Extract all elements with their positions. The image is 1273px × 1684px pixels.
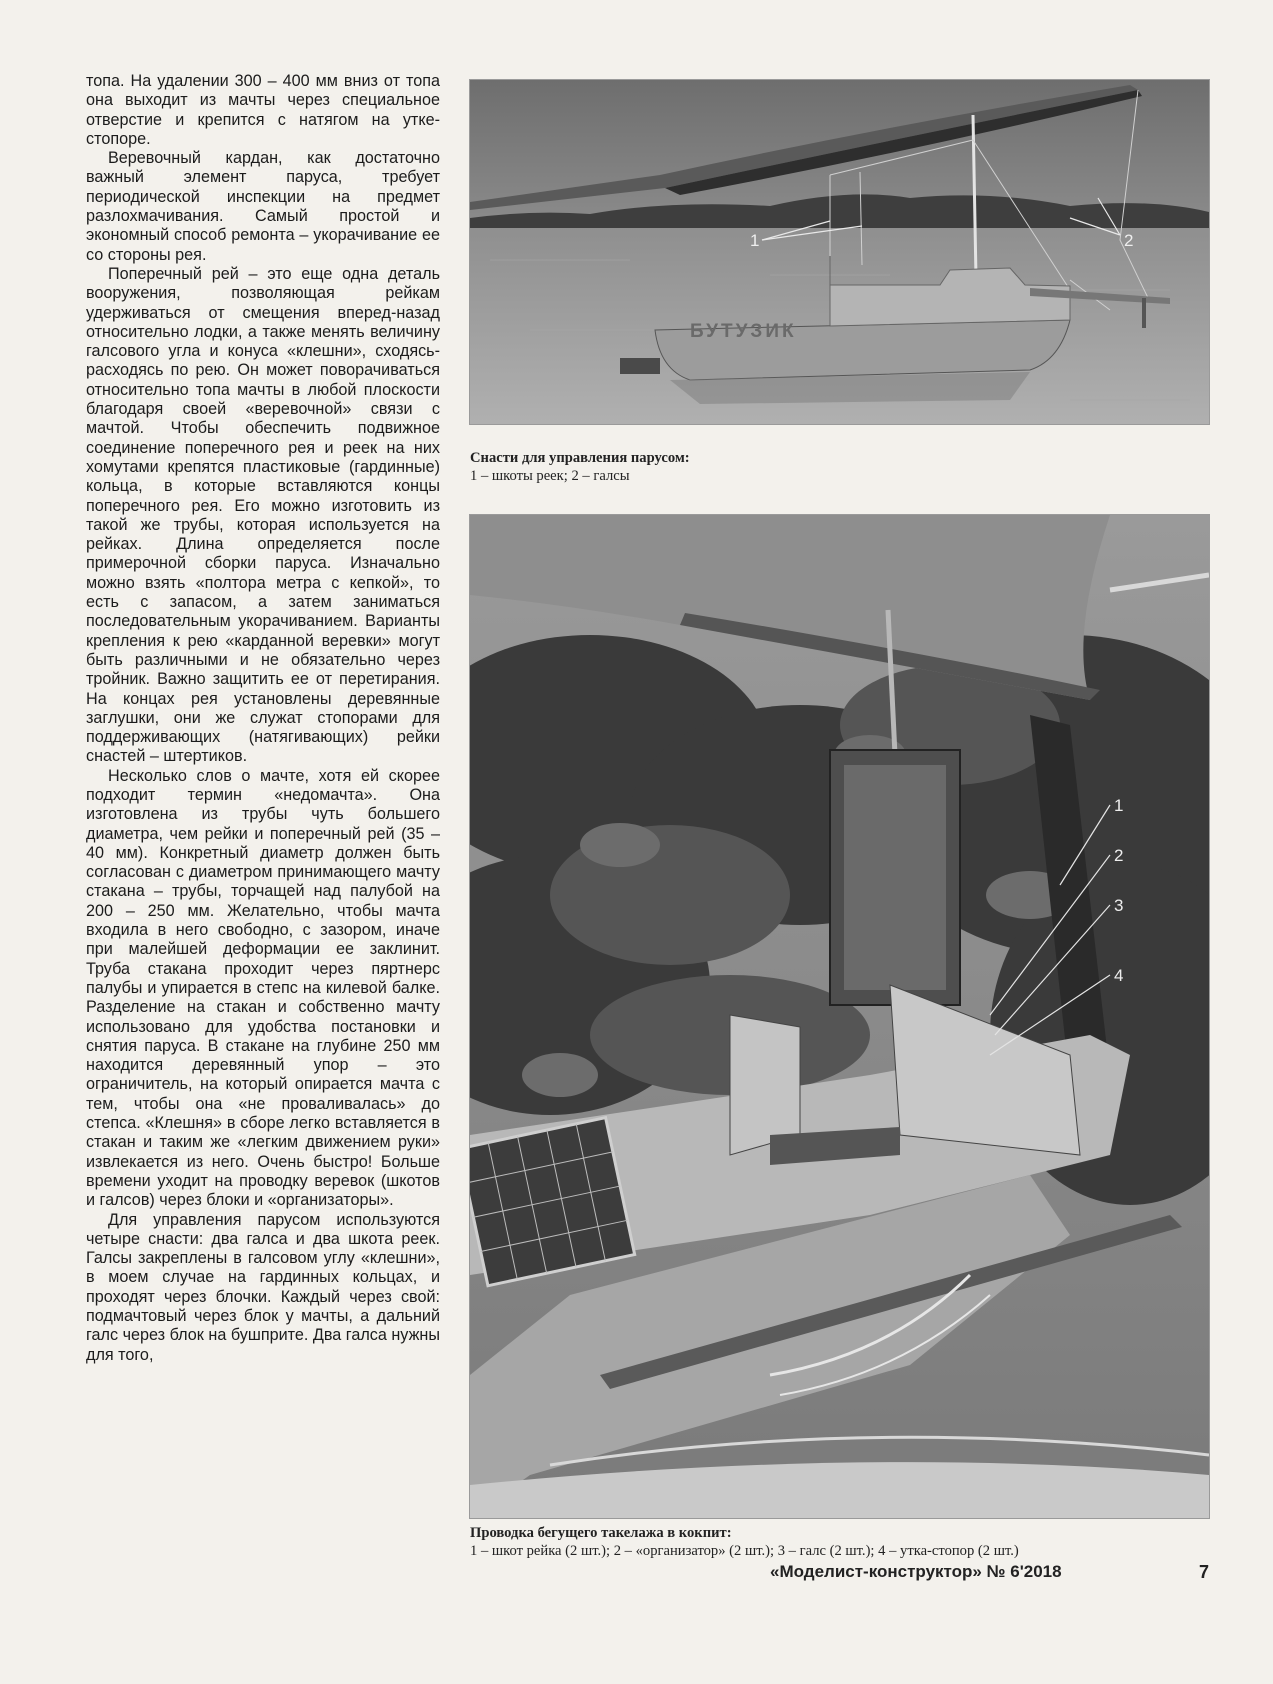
caption-bottom-text: 1 – шкот рейка (2 шт.); 2 – «организатор» (2 шт.); 3 – галс (2 шт.); 4 – утка-стопор (2 шт.) bbox=[470, 1543, 1019, 1559]
article-paragraph: топа. На удалении 300 – 400 мм вниз от топа она выходит из мачты через специальное отверстие и крепится с натягом на утке-стопоре. bbox=[86, 72, 440, 148]
article-paragraph: Для управления парусом используются четыре снасти: два галса и два шкота реек. Галсы закреплены в галсовом углу «клешни», в моем случае на гардинных кольцах, и проходят через блочки. Каждый через свой: подмачтовый через блок у мачты, а дальний галс через блок на бушприте. Два галса нужны для того, bbox=[86, 1210, 440, 1364]
callout-3-tack: 3 bbox=[1114, 896, 1124, 915]
article-paragraph: Веревочный кардан, как достаточно важный элемент паруса, требует периодической инспекции на предмет разлохмачивания. Самый простой и экономный способ ремонта – укорачивание ее со стороны рея. bbox=[86, 149, 440, 264]
callout-2-organizer: 2 bbox=[1114, 846, 1124, 865]
caption-top-text: 1 – шкоты реек; 2 – галсы bbox=[470, 468, 630, 484]
callout-4-cleat: 4 bbox=[1114, 966, 1124, 985]
article-text-column bbox=[86, 72, 440, 1365]
caption-top-photo bbox=[470, 449, 1210, 485]
article-paragraph: Несколько слов о мачте, хотя ей скорее подходит термин «недомачта». Она изготовлена из трубы чуть большего диаметра, чем рейки и поперечный рей (35 – 40 мм). Конкретный диаметр должен быть согласован с диаметром принимающего мачту стакана – трубы, торчащей над палубой на 200 – 250 мм. Желательно, чтобы мачта входила в него свободно, с зазором, иначе при малейшей деформации ее заклинит. Труба стакана проходит через пяртнерс палубы и упирается в степс на килевой балке. Разделение на стакан и собственно мачту использовано для удобства постановки и снятия паруса. В стакане на глубине 250 мм находится деревянный упор – это ограничитель, на который опирается мачта с тем, чтобы она «не проваливалась» до степса. «Клешня» в сборе легко вставляется в стакан и таким же «легким движением руки» извлекается из него. Очень быстро! Больше времени уходит на проводку веревок (шкотов и галсов) через блоки и «организаторы». bbox=[86, 766, 440, 1210]
magazine-footer: «Моделист-конструктор» № 6'2018 bbox=[770, 1562, 1062, 1581]
boat-name: БУТУЗИК bbox=[690, 321, 797, 342]
caption-bottom-photo bbox=[470, 1524, 1250, 1560]
callout-2-tacks: 2 bbox=[1124, 231, 1134, 250]
photo-sail-boat-on-lake bbox=[469, 79, 1210, 425]
caption-top-title: Снасти для управления парусом: bbox=[470, 450, 690, 466]
photo-cockpit-rigging bbox=[469, 514, 1210, 1519]
article-paragraph: Поперечный рей – это еще одна деталь вооружения, позволяющая рейкам удерживаться от смещения вперед-назад относительно лодки, а также менять величину галсового угла и конуса «клешни», сходясь-расходясь по рею. Он может поворачиваться относительно топа мачты в любой плоскости благодаря своей «веревочной» связи с мачтой. Чтобы обеспечить подвижное соединение поперечного рея и реек на них хомутами крепятся пластиковые (гардинные) кольца, в которые вставляются концы поперечного рея. Его можно изготовить из такой же трубы, которая используется на рейках. Длина определяется после примерочной сборки паруса. Изначально можно взять «полтора метра с кепкой», то есть с запасом, а затем заниматься последовательным укорачиванием. Варианты крепления к рею «карданной веревки» могут быть различными и не обязательно через тройник. Важно защитить ее от перетирания. На концах рея установлены деревянные заглушки, они же служат стопорами для поддерживающих (натягивающих) рейки снастей – штертиков. bbox=[86, 264, 440, 766]
callout-1-sheets: 1 bbox=[750, 231, 760, 250]
caption-bottom-title: Проводка бегущего такелажа в кокпит: bbox=[470, 1525, 732, 1541]
callout-1-rail-sheet: 1 bbox=[1114, 796, 1124, 815]
page-number: 7 bbox=[1199, 1562, 1210, 1582]
